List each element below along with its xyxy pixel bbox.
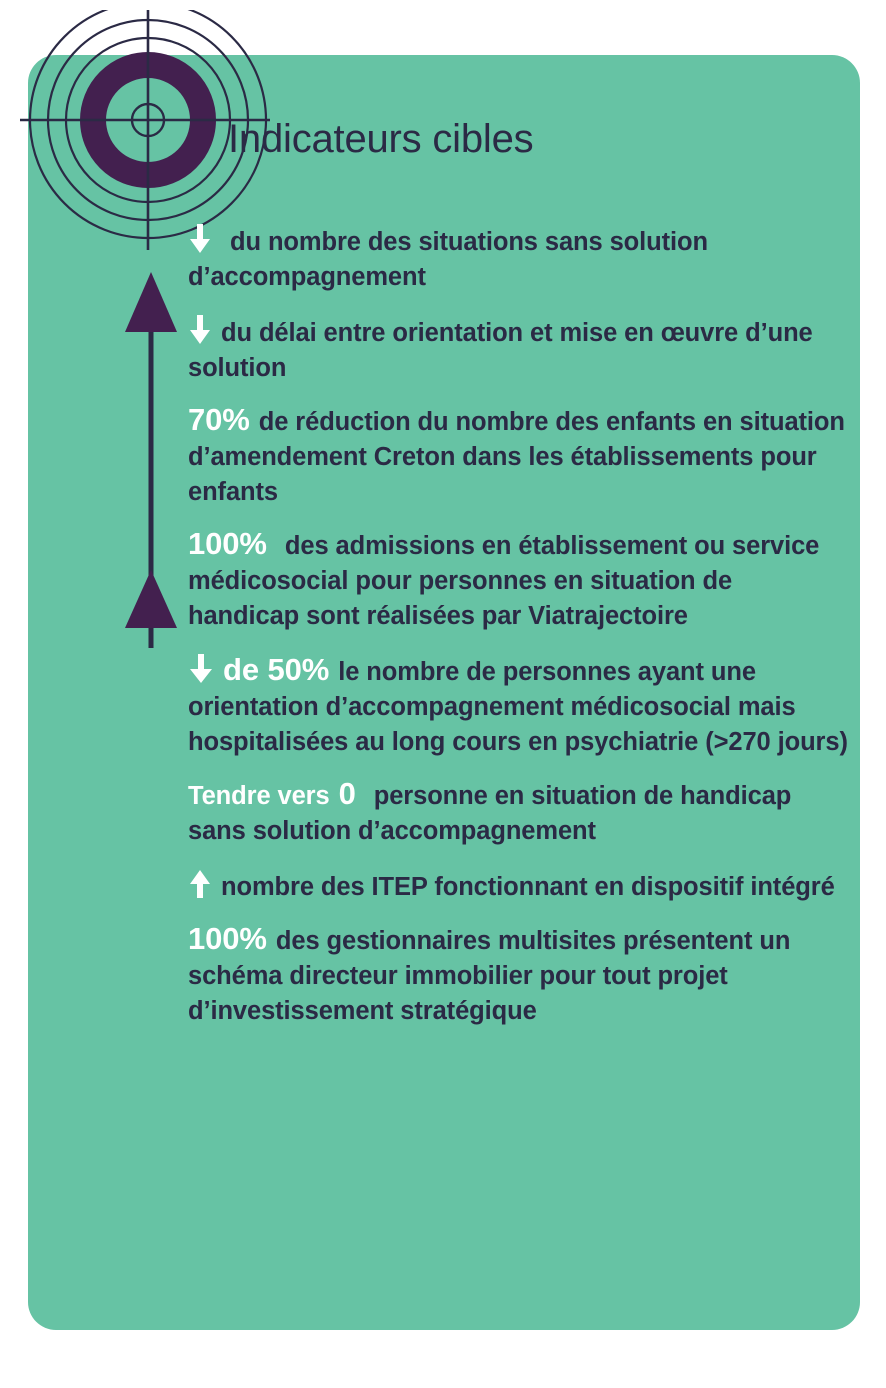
indicator-text: des admissions en établissement ou service médicosocial pour personnes en situation de handicap sont réalisées par Viatrajectoire (188, 532, 820, 630)
arrow-down-icon (188, 223, 212, 258)
indicator-text: du nombre des situations sans solution d’accompagnement (188, 228, 708, 291)
indicator-highlight: de 50% (223, 652, 330, 687)
arrow-down-icon (188, 653, 214, 688)
indicator-highlight: 100% (188, 526, 267, 561)
indicator-text: des gestionnaires multisites présentent un schéma directeur immobilier pour tout projet d’investissement stratégique (188, 927, 791, 1025)
arrow-up-icon (188, 868, 212, 903)
indicator-item-amendement-creton (188, 402, 848, 510)
indicator-text: nombre des ITEP fonctionnant en dispositif intégré (221, 873, 835, 901)
indicator-item-delai-orientation (188, 314, 848, 386)
indicator-prefix: Tendre vers (188, 782, 330, 810)
indicator-text: personne en situation de handicap sans solution d’accompagnement (188, 782, 792, 845)
indicator-text: du délai entre orientation et mise en œuvre d’une solution (188, 319, 813, 382)
indicator-highlight: 0 (338, 776, 356, 811)
indicator-item-zero-sans-solution (188, 776, 848, 849)
indicator-highlight: 70% (188, 402, 250, 437)
indicator-item-situations-sans-solution (188, 223, 848, 295)
indicator-item-hospitalisation-longue (188, 653, 848, 760)
indicators-card (28, 55, 860, 1330)
indicator-text: le nombre de personnes ayant une orientation d’accompagnement médicosocial mais hospitalisées au long cours en psychiatrie (>270 jours) (188, 658, 848, 756)
page-title: Indicateurs cibles (228, 117, 534, 161)
indicator-highlight: 100% (188, 921, 267, 956)
double-headed-vertical-arrow-icon (120, 270, 182, 650)
arrow-down-icon (188, 314, 212, 349)
indicator-text: de réduction du nombre des enfants en situation d’amendement Creton dans les établissements pour enfants (188, 408, 845, 506)
indicator-list (188, 223, 848, 1048)
indicator-item-itep-dispositif-integre (188, 868, 848, 905)
indicator-item-schema-directeur-immobilier (188, 921, 848, 1029)
indicator-item-viatrajectoire (188, 526, 848, 634)
